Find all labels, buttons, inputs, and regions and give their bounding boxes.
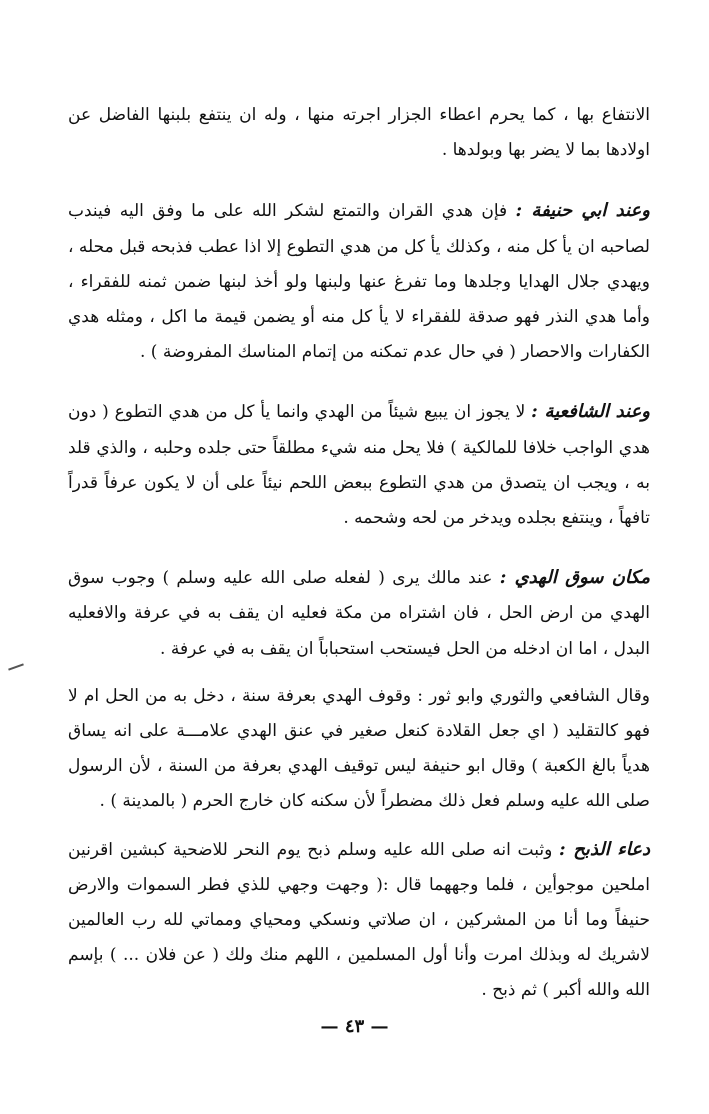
paragraph-text: الانتفاع بها ، كما يحرم اعطاء الجزار اجرته منها ، وله ان ينتفع بلبنها الفاضل عن اولادها بما لا يضر بها وبولدها . — [68, 105, 650, 161]
page-number: — ٤٣ — — [320, 1016, 389, 1037]
paragraph-text: وثبت انه صلى الله عليه وسلم ذبح يوم النحر للاضحية كبشين اقرنين املحين موجوأين ، فلما وجههما قال :( وجهت وجهي للذي فطر السموات والارض حنيفاً وما أنا من المشركين ، ان صلاتي ونسكي ومحياي ومماتي لله رب العالمين لاشريك له وبذلك امرت وأنا أول المسلمين ، اللهم منك ولك ( عن فلان ... ) بإسم الله والله أكبر ) ثم ذبح . — [68, 839, 650, 1001]
paragraph-shafii-thawri — [68, 679, 650, 820]
paragraph-text: عند مالك يرى ( لفعله صلى الله عليه وسلم ) وجوب سوق الهدي من ارض الحل ، فان اشتراه من مكة فعليه ان يقف به في عرفة والافعليه البدل ، اما ان ادخله من الحل فيستحب استحباباً ان يقف به في عرفة . — [68, 568, 650, 659]
paragraph-text: فإن هدي القران والتمتع لشكر الله على ما وفق اليه فيندب لصاحبه ان يأ كل منه ، وكذلك يأ كل من هدي التطوع إلا اذا عطب فذبحه قبل محله ، ويهدي جلال الهدايا وجلدها وما تفرغ عنها ولبنها ولو أخذ لبنها ضمن ثمنه للفقراء ، وأما هدي النذر فهو صدقة للفقراء لا يأ كل منه أو يضمن قيمة ما اكل ، ومثله هدي الكفارات والاحصار ( في حال عدم تمكنه من إتمام المناسك المفروضة ) . — [68, 201, 650, 363]
section-heading-shafiiyya: وعند الشافعية : — [531, 401, 650, 423]
section-heading-sawq-al-hady: مكان سوق الهدي : — [499, 567, 650, 589]
paragraph-continuation — [68, 98, 650, 168]
paragraph-text: لا يجوز ان يبيع شيئاً من الهدي وانما يأ كل من هدي التطوع ( دون هدي الواجب خلافا للمالكية ) فلا يحل منه شيء مطلقاً حتى جلده وحلبه ، والذي قلد به ، ويجب ان يتصدق من هدي التطوع ببعض اللحم نيئاً على أن لا يكون عرفاً قدراً تافهاً ، وينتفع بجلده ويدخر من لحه وشحمه . — [68, 402, 650, 529]
margin-mark — [8, 663, 24, 670]
paragraph-abu-hanifa — [68, 193, 650, 370]
section-heading-abu-hanifa: وعند ابي حنيفة : — [515, 200, 650, 222]
paragraph-text: وقال الشافعي والثوري وابو ثور : وقوف الهدي بعرفة سنة ، دخل به من الحل ام لا فهو كالتقليد ( اي جعل القلادة كنعل صغير في عنق الهدي علامـــة على انه يساق هدياً بالغ الكعبة ) وقال ابو حنيفة ليس توقيف الهدي بعرفة من السنة ، لأن الرسول صلى الله عليه وسلم فعل ذلك مضطراً لأن سكنه كان خارج الحرم ( بالمدينة ) . — [68, 685, 650, 812]
paragraph-sawq-al-hady — [68, 560, 650, 667]
page-body — [68, 98, 650, 1031]
paragraph-shafiiyya — [68, 394, 650, 536]
section-heading-dua-al-dhabh: دعاء الذبح : — [559, 838, 651, 860]
paragraph-dua-al-dhabh — [68, 832, 650, 1009]
